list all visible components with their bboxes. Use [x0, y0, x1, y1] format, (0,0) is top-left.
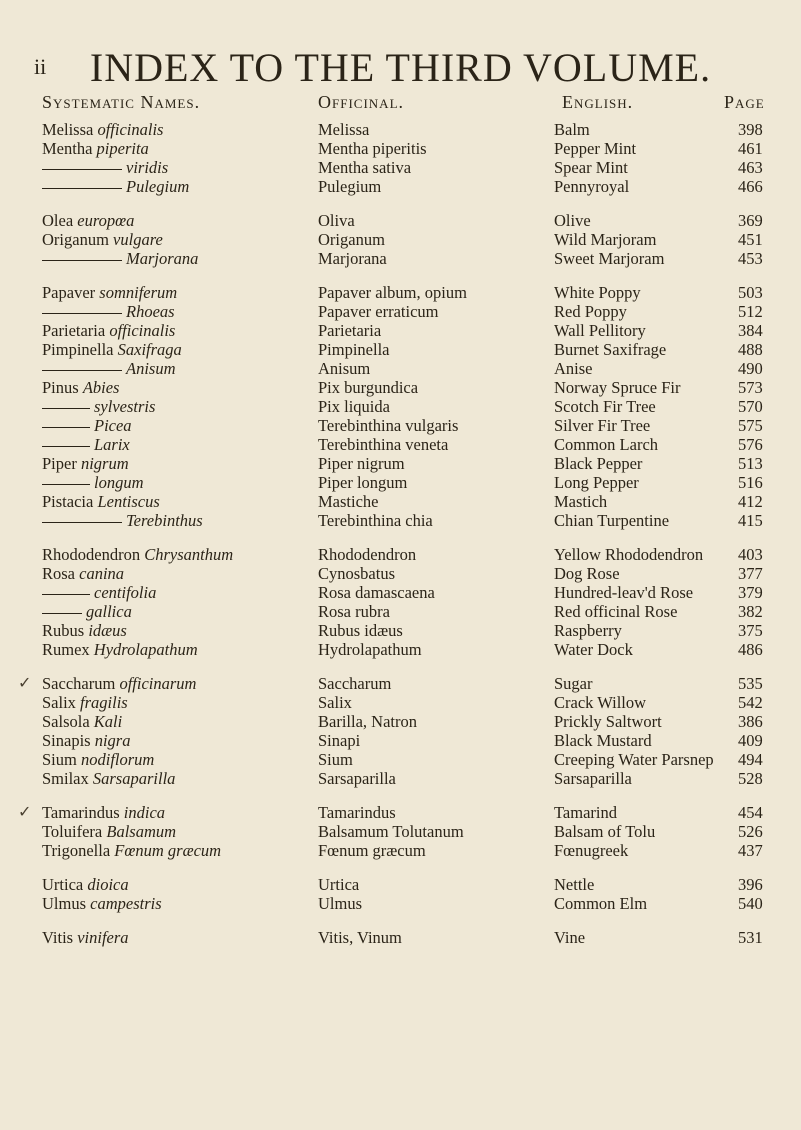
species-name: europœa: [77, 211, 135, 230]
index-row: [0, 302, 801, 321]
systematic-name: [42, 602, 132, 621]
index-row: [0, 473, 801, 492]
species-name: sylvestris: [94, 397, 156, 416]
english-name: Water Dock: [554, 640, 633, 659]
officinal-name: Sium: [318, 750, 353, 769]
index-row: [0, 803, 801, 822]
systematic-name: [42, 435, 130, 454]
officinal-name: Vitis, Vinum: [318, 928, 402, 947]
officinal-name: Marjorana: [318, 249, 387, 268]
officinal-name: Mastiche: [318, 492, 379, 511]
english-name: Prickly Saltwort: [554, 712, 662, 731]
page-ref: 384: [738, 321, 763, 340]
english-name: Red Poppy: [554, 302, 627, 321]
check-mark-icon: ✓: [18, 804, 32, 821]
index-row: [0, 139, 801, 158]
officinal-name: Mentha sativa: [318, 158, 412, 177]
officinal-name: Pix burgundica: [318, 378, 419, 397]
systematic-name: [42, 712, 122, 731]
english-name: Vine: [554, 928, 586, 947]
genus-name: Sium: [42, 750, 81, 769]
officinal-name: Rosa damascaena: [318, 583, 435, 602]
ditto-dash: [42, 169, 122, 170]
english-name: Sugar: [554, 674, 593, 693]
systematic-name: [42, 822, 176, 841]
officinal-name: Melissa: [318, 120, 370, 139]
genus-name: Smilax: [42, 769, 93, 788]
column-headers: [0, 92, 801, 116]
systematic-name: [42, 230, 163, 249]
index-row: [0, 841, 801, 860]
systematic-name: [42, 120, 163, 139]
systematic-name: [42, 492, 160, 511]
index-row: [0, 511, 801, 530]
genus-name: Urtica: [42, 875, 88, 894]
header-officinal: Officinal.: [318, 92, 405, 112]
systematic-name: [42, 875, 129, 894]
page-ref: 466: [738, 177, 763, 196]
index-row: [0, 894, 801, 913]
page-ref: 386: [738, 712, 763, 731]
officinal-name: Piper longum: [318, 473, 408, 492]
index-row: [0, 769, 801, 788]
officinal-name: Terebinthina chia: [318, 511, 433, 530]
genus-name: Origanum: [42, 230, 114, 249]
ditto-dash: [42, 522, 122, 523]
systematic-name: [42, 640, 198, 659]
english-name: Balm: [554, 120, 590, 139]
page-ref: 454: [738, 803, 763, 822]
genus-name: Piper: [42, 454, 81, 473]
english-name: Mastich: [554, 492, 608, 511]
genus-name: Pistacia: [42, 492, 98, 511]
english-name: Nettle: [554, 875, 595, 894]
officinal-name: Salix: [318, 693, 352, 712]
header-english: English.: [562, 92, 634, 112]
species-name: Hydrolapathum: [93, 640, 198, 659]
page-ref: 490: [738, 359, 763, 378]
systematic-name: [42, 397, 155, 416]
page-ref: 403: [738, 545, 763, 564]
index-row: [0, 674, 801, 693]
officinal-name: Terebinthina veneta: [318, 435, 449, 454]
page-ref: 382: [738, 602, 763, 621]
english-name: Long Pepper: [554, 473, 639, 492]
english-name: Anise: [554, 359, 593, 378]
species-name: Fœnum græcum: [114, 841, 222, 860]
species-name: gallica: [86, 602, 132, 621]
english-name: Dog Rose: [554, 564, 620, 583]
index-row: [0, 158, 801, 177]
index-row: [0, 621, 801, 640]
page-ref: 494: [738, 750, 763, 769]
english-name: Pennyroyal: [554, 177, 630, 196]
page-ref: 398: [738, 120, 763, 139]
index-row: [0, 230, 801, 249]
officinal-name: Sarsaparilla: [318, 769, 396, 788]
systematic-name: [42, 693, 128, 712]
page-ref: 528: [738, 769, 763, 788]
species-name: canina: [79, 564, 125, 583]
english-name: Chian Turpentine: [554, 511, 670, 530]
english-name: Norway Spruce Fir: [554, 378, 681, 397]
index-group: [0, 674, 801, 788]
systematic-name: [42, 211, 134, 230]
officinal-name: Mentha piperitis: [318, 139, 427, 158]
genus-name: Papaver: [42, 283, 100, 302]
index-row: [0, 321, 801, 340]
systematic-name: [42, 621, 127, 640]
systematic-name: [42, 302, 175, 321]
species-name: Kali: [93, 712, 123, 731]
ditto-dash: [42, 188, 122, 189]
systematic-name: [42, 803, 165, 822]
index-row: [0, 492, 801, 511]
systematic-name: [42, 283, 177, 302]
genus-name: Rubus: [42, 621, 89, 640]
officinal-name: Papaver album, opium: [318, 283, 467, 302]
systematic-name: [42, 841, 221, 860]
species-name: fragilis: [80, 693, 128, 712]
species-name: campestris: [90, 894, 162, 913]
index-row: [0, 435, 801, 454]
officinal-name: Rubus idæus: [318, 621, 403, 640]
index-row: [0, 177, 801, 196]
genus-name: Trigonella: [42, 841, 115, 860]
english-name: Black Pepper: [554, 454, 643, 473]
english-name: Creeping Water Parsnep: [554, 750, 714, 769]
officinal-name: Urtica: [318, 875, 360, 894]
ditto-dash: [42, 594, 90, 595]
index-group: [0, 211, 801, 268]
page-ref: 412: [738, 492, 763, 511]
genus-name: Salix: [42, 693, 81, 712]
systematic-name: [42, 928, 129, 947]
page-ref: 461: [738, 139, 763, 158]
page-ref: 512: [738, 302, 763, 321]
english-name: Tamarind: [554, 803, 617, 822]
page-ref: 409: [738, 731, 763, 750]
systematic-name: [42, 321, 175, 340]
officinal-name: Fœnum græcum: [318, 841, 426, 860]
index-group: [0, 803, 801, 860]
genus-name: Rhododendron: [42, 545, 145, 564]
index-row: [0, 454, 801, 473]
index-group: [0, 120, 801, 196]
english-name: Burnet Saxifrage: [554, 340, 667, 359]
index-row: [0, 249, 801, 268]
genus-name: Toluifera: [42, 822, 107, 841]
genus-name: Rumex: [42, 640, 94, 659]
species-name: Chrysanthum: [144, 545, 234, 564]
page-ref: 535: [738, 674, 763, 693]
species-name: centifolia: [94, 583, 157, 602]
header-page: Page: [724, 92, 765, 112]
page-ref: 575: [738, 416, 763, 435]
systematic-name: [42, 177, 189, 196]
officinal-name: Sinapi: [318, 731, 361, 750]
index-row: [0, 928, 801, 947]
genus-name: Pimpinella: [42, 340, 118, 359]
genus-name: Mentha: [42, 139, 97, 158]
ditto-dash: [42, 484, 90, 485]
page-ref: 513: [738, 454, 763, 473]
english-name: Black Mustard: [554, 731, 652, 750]
page-ref: 437: [738, 841, 763, 860]
page-ref: 486: [738, 640, 763, 659]
ditto-dash: [42, 370, 122, 371]
systematic-name: [42, 139, 149, 158]
page-ref: 379: [738, 583, 763, 602]
officinal-name: Cynosbatus: [318, 564, 396, 583]
index-row: [0, 712, 801, 731]
species-name: Lentiscus: [97, 492, 160, 511]
page-ref: 531: [738, 928, 763, 947]
index-row: [0, 583, 801, 602]
officinal-name: Papaver erraticum: [318, 302, 439, 321]
officinal-name: Pimpinella: [318, 340, 390, 359]
ditto-dash: [42, 613, 82, 614]
species-name: Pulegium: [126, 177, 190, 196]
systematic-name: [42, 894, 162, 913]
officinal-name: Balsamum Tolutanum: [318, 822, 464, 841]
species-name: Saxifraga: [117, 340, 182, 359]
species-name: dioica: [87, 875, 129, 894]
genus-name: Pinus: [42, 378, 83, 397]
index-row: [0, 283, 801, 302]
officinal-name: Saccharum: [318, 674, 392, 693]
species-name: Abies: [82, 378, 120, 397]
index-row: [0, 750, 801, 769]
index-group: [0, 545, 801, 659]
page-title: INDEX TO THE THIRD VOLUME.: [89, 45, 712, 90]
page-ref: 396: [738, 875, 763, 894]
species-name: nigrum: [80, 454, 129, 473]
english-name: Common Larch: [554, 435, 659, 454]
genus-name: Salsola: [42, 712, 94, 731]
systematic-name: [42, 545, 233, 564]
ditto-dash: [42, 313, 122, 314]
officinal-name: Terebinthina vulgaris: [318, 416, 459, 435]
english-name: Wall Pellitory: [554, 321, 646, 340]
genus-name: Tamarindus: [42, 803, 124, 822]
species-name: idæus: [88, 621, 127, 640]
species-name: vulgare: [113, 230, 163, 249]
officinal-name: Rosa rubra: [318, 602, 390, 621]
genus-name: Melissa: [42, 120, 98, 139]
index-row: [0, 545, 801, 564]
english-name: Red officinal Rose: [554, 602, 678, 621]
english-name: Hundred-leav'd Rose: [554, 583, 694, 602]
page-number: ii: [34, 54, 47, 79]
english-name: Raspberry: [554, 621, 622, 640]
species-name: Larix: [94, 435, 130, 454]
systematic-name: [42, 454, 129, 473]
officinal-name: Ulmus: [318, 894, 363, 913]
systematic-name: [42, 158, 168, 177]
index-row: [0, 397, 801, 416]
index-table: [0, 120, 801, 962]
species-name: Picea: [94, 416, 132, 435]
page-ref: 415: [738, 511, 763, 530]
index-row: [0, 211, 801, 230]
page-ref: 540: [738, 894, 763, 913]
index-row: [0, 693, 801, 712]
systematic-name: [42, 416, 132, 435]
index-row: [0, 340, 801, 359]
page-ref: 488: [738, 340, 763, 359]
genus-name: Sinapis: [42, 731, 95, 750]
species-name: officinalis: [97, 120, 164, 139]
english-name: Balsam of Tolu: [554, 822, 656, 841]
species-name: Marjorana: [126, 249, 199, 268]
genus-name: Saccharum: [42, 674, 120, 693]
english-name: Sarsaparilla: [554, 769, 632, 788]
species-name: nodiflorum: [80, 750, 155, 769]
systematic-name: [42, 359, 176, 378]
english-name: Wild Marjoram: [554, 230, 657, 249]
english-name: Spear Mint: [554, 158, 628, 177]
index-row: [0, 359, 801, 378]
ditto-dash: [42, 427, 90, 428]
officinal-name: Parietaria: [318, 321, 382, 340]
genus-name: Ulmus: [42, 894, 91, 913]
systematic-name: [42, 583, 156, 602]
index-group: [0, 283, 801, 530]
species-name: Anisum: [126, 359, 176, 378]
officinal-name: Anisum: [318, 359, 371, 378]
species-name: vinifera: [77, 928, 129, 947]
index-row: [0, 822, 801, 841]
species-name: indica: [123, 803, 166, 822]
officinal-name: Piper nigrum: [318, 454, 405, 473]
english-name: Silver Fir Tree: [554, 416, 651, 435]
english-name: White Poppy: [554, 283, 641, 302]
species-name: somniferum: [99, 283, 178, 302]
page-ref: 526: [738, 822, 763, 841]
genus-name: Vitis: [42, 928, 78, 947]
ditto-dash: [42, 408, 90, 409]
english-name: Yellow Rhododendron: [554, 545, 704, 564]
systematic-name: [42, 378, 119, 397]
page-ref: 516: [738, 473, 763, 492]
index-row: [0, 875, 801, 894]
page-ref: 453: [738, 249, 763, 268]
species-name: officinarum: [119, 674, 197, 693]
index-row: [0, 640, 801, 659]
english-name: Sweet Marjoram: [554, 249, 665, 268]
systematic-name: [42, 731, 130, 750]
species-name: Balsamum: [106, 822, 177, 841]
english-name: Pepper Mint: [554, 139, 637, 158]
english-name: Scotch Fir Tree: [554, 397, 656, 416]
systematic-name: [42, 340, 182, 359]
index-row: [0, 416, 801, 435]
index-row: [0, 564, 801, 583]
english-name: Crack Willow: [554, 693, 647, 712]
page-ref: 573: [738, 378, 763, 397]
index-row: [0, 602, 801, 621]
english-name: Common Elm: [554, 894, 648, 913]
officinal-name: Oliva: [318, 211, 355, 230]
officinal-name: Barilla, Natron: [318, 712, 417, 731]
index-row: [0, 731, 801, 750]
page-ref: 451: [738, 230, 763, 249]
index-row: [0, 120, 801, 139]
index-row: [0, 378, 801, 397]
page-ref: 570: [738, 397, 763, 416]
page-ref: 576: [738, 435, 763, 454]
species-name: Rhoeas: [126, 302, 175, 321]
officinal-name: Origanum: [318, 230, 385, 249]
systematic-name: [42, 750, 154, 769]
genus-name: Rosa: [42, 564, 80, 583]
ditto-dash: [42, 260, 122, 261]
page-ref: 503: [738, 283, 763, 302]
species-name: viridis: [126, 158, 169, 177]
officinal-name: Hydrolapathum: [318, 640, 422, 659]
systematic-name: [42, 511, 203, 530]
check-mark-icon: ✓: [18, 675, 32, 692]
page-ref: 463: [738, 158, 763, 177]
officinal-name: Tamarindus: [318, 803, 396, 822]
page-ref: 542: [738, 693, 763, 712]
species-name: nigra: [94, 731, 131, 750]
species-name: longum: [94, 473, 144, 492]
english-name: Fœnugreek: [554, 841, 629, 860]
page-ref: 369: [738, 211, 763, 230]
genus-name: Parietaria: [42, 321, 110, 340]
systematic-name: [42, 769, 175, 788]
species-name: Sarsaparilla: [92, 769, 176, 788]
header-systematic: Systematic Names.: [42, 92, 201, 112]
officinal-name: Pix liquida: [318, 397, 390, 416]
index-group: [0, 928, 801, 947]
officinal-name: Rhododendron: [318, 545, 417, 564]
species-name: officinalis: [109, 321, 176, 340]
species-name: Terebinthus: [126, 511, 203, 530]
ditto-dash: [42, 446, 90, 447]
species-name: piperita: [96, 139, 149, 158]
systematic-name: [42, 564, 124, 583]
systematic-name: [42, 674, 196, 693]
page-ref: 377: [738, 564, 763, 583]
systematic-name: [42, 249, 198, 268]
page-ref: 375: [738, 621, 763, 640]
english-name: Olive: [554, 211, 591, 230]
genus-name: Olea: [42, 211, 78, 230]
systematic-name: [42, 473, 144, 492]
officinal-name: Pulegium: [318, 177, 382, 196]
index-group: [0, 875, 801, 913]
